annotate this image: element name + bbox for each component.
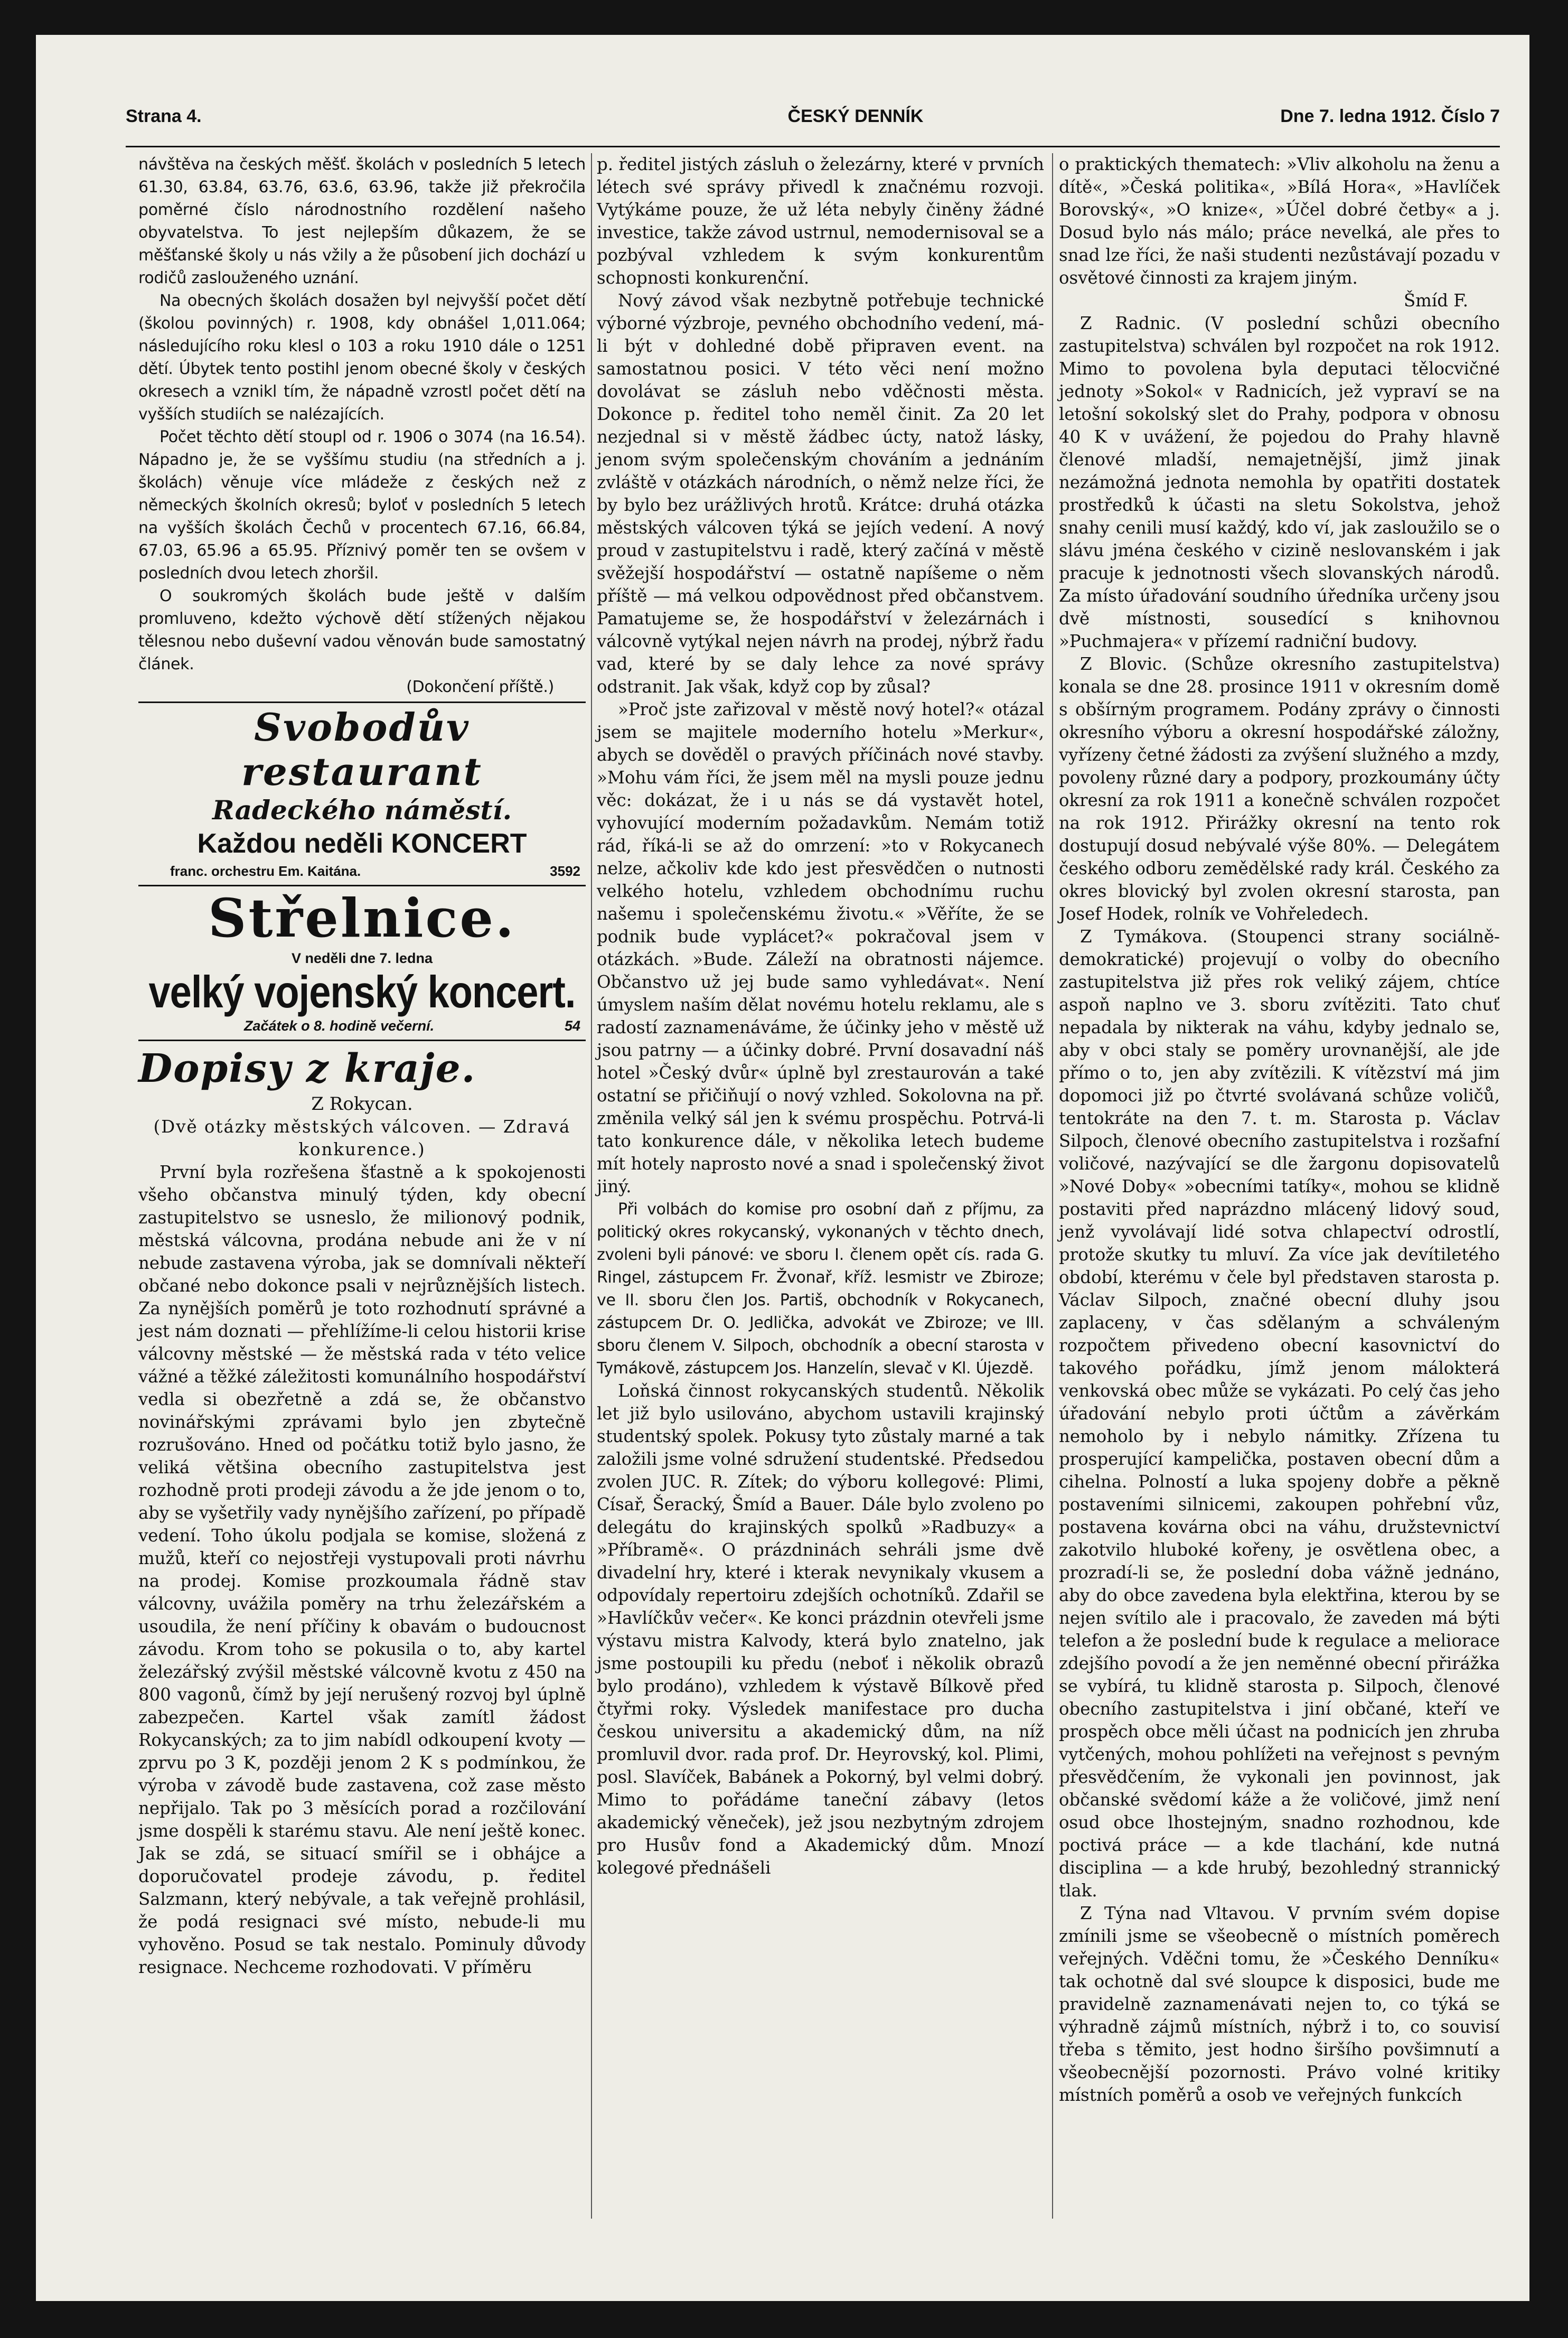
section-heading: Dopisy z kraje. <box>138 1040 586 1093</box>
article-paragraph: p. ředitel jistých zásluh o železárny, které v prvních létech své správy přivedl k značnému rozvoji. Vytýkáme pouze, že už léta nebyly činěny žádné investice, takže závod ustrnul, nemodernisoval se a pozbýval vzhledem k svým konkurentům schopnosti konkurenční. <box>597 154 1044 288</box>
ad-strelnice-concert: velký vojenský koncert. <box>148 966 576 1017</box>
article-paragraph: Z Blovic. (Schůze okresního zastupitelstva) konala se dne 28. prosince 1911 v okresním domě s obšírným programem. Podány zprávy o činnosti okresního výboru a okresní hospodářské záložny, vyřízeny četné žádosti za zvýšení služného a mzdy, povoleny různé dary a podpory, prozkoumány účty okresní za rok 1911 a konečně schválen rozpočet na rok 1912. Přirážky okresní na tento rok dostupují dosud nebývalé výše 80%. — Delegátem českého odboru zemědělské rady král. Českého za okres blovický byl zvolen okresní starosta, pan Josef Hodek, rolník ve Vohřeledech. <box>1059 654 1500 924</box>
column-divider <box>591 153 592 2219</box>
ad-restaurant-name: Svobodův restaurant <box>241 705 483 794</box>
continuation-note: (Dokončení příště.) <box>406 678 554 696</box>
ad-orchestra-line <box>138 861 586 882</box>
ad-restaurant-location: Radeckého náměstí. <box>212 794 512 826</box>
ad-strelnice-title: Střelnice. <box>208 887 516 949</box>
newspaper-title: ČESKÝ DENNÍK <box>787 106 924 126</box>
ad-number: 3592 <box>550 863 580 879</box>
article-paragraph: Z Týna nad Vltavou. V prvním svém dopise zmínili jsme se všeobecně o místních poměrech veřejných. Vděčni tomu, že »Českého Denníku« tak ochotně dal své sloupce k disposici, bude me pravidelně zaznamenávati nejen to, co týká se výhradně zájmů místních, nýbrž i to, co souvisí třeba s těmito, jest hodno širšího povšimnutí a všeobecnější pozornosti. Právo volné kritiky místních poměrů a osob ve veřejných funkcích <box>1059 1903 1500 2105</box>
article-signature: Šmíd F. <box>1403 291 1468 311</box>
article-paragraph: Z Tymákova. (Stoupenci strany sociálně-demokratické) projevují o volby do obecního zastupitelstva již přes rok veliký zájem, chtíce aspoň naplno ve 3. sboru zvítěziti. Tato chuť nepadala by nikterak na váhu, kdyby jednalo se, aby v obci staly se poměry urovnanější, ale jde přímo o to, jen aby zvítězili. K vítězství má jim dopomoci již po čtvrté svolávaná schůze voličů, tentokráte na den 7. t. m. Starosta p. Václav Silpoch, členové obecního zastupitelstva i rozšafní voličové, nazývající se dle žargonu dopisovatelů »Nové Doby« »obecními tatíky«, mohou se klidně postaviti před naprázdno mlácený lidový soud, jenž vyvolávají lidé sotva chlapectví odrostlí, protože skutky tu mluví. Za více jak devítiletého období, kterému v čele byl představen starosta p. Václav Silpoch, značné obecní dluhy jsou zaplaceny, v čas sdělaným a schváleným rozpočtem přivedeno obecní kasovnictví do takového pořádku, jímž jenom málokterá venkovská obec může se vykázati. Po celý čas jeho úřadování nebylo proti účtům a závěrkám nemoholo by i nebylo námitky. Zřízena tu prosperující kampelička, postaven obecní dům a cihelna. Polností a luka spojeny dobře a pěkně postaveními silnicemi, zakoupen pohřební vůz, postavena kovárna obci na váhu, družstevnictví zakotvilo hluboké kořeny, je osvětlena obec, a prozradí-li se, že poslední doba vážně jednáno, aby do obce zavedena byla elektřina, kterou by se nejen svítilo ale i pracovalo, že zaveden má býti telefon a že poslední bude k regulace a meliorace zdejšího povodí a že jen neměnné obecní přirážka se vybírá, tu klidně starosta p. Silpoch, členové obecního zastupitelstva i jiní občané, kteří ve prospěch obce měli účast na podnicích jen zhruba vytčených, mohou pohlížeti na veřejnost s pevným přesvědčením, že vykonali jen povinnost, jak občanské svědomí káže a že voličové, jimž není osud obce lhostejným, snadno rozhodnou, kde poctivá práce — a kde tlachání, kde nutná disciplina — a kde hrubý, bezohledný strannický tlak. <box>1059 927 1500 1901</box>
dispatch-subtitle: (Dvě otázky městských válcoven. — Zdravá konkurence.) <box>153 1117 571 1159</box>
header-rule <box>126 146 1500 147</box>
page-number: Strana 4. <box>126 106 202 126</box>
article-paragraph: »Proč jste zařizoval v městě nový hotel?« otázal jsem se majitele moderního hotelu »Merkur«, abych se dověděl o pravých příčinách nové stavby. »Mohu vám říci, že jsem měl na mysli pouze jednu věc: dokázat, že i u nás se dá vystavět hotel, vyhovující moderním požadavkům. Nemám totiž rád, říká-li se až do omrzení: »to v Rokycanech nelze, ačkoliv kde kdo jest přesvědčen o nutnosti velkého hotelu, vzhledem obchodnímu ruchu našemu i společenskému životu.« »Věříte, že se podnik bude vyplácet?« pokračoval jsem v otázkách. »Bude. Záleží na obratnosti nájemce. Občanstvo už jej bude samo vyhledávat«. Není úmyslem naším dělat novému hotelu reklamu, ale s radostí zaznamenáváme, že účinky jeho v městě už jsou patrny — a účinky dobré. První dosavadní náš hotel »Český dvůr« úplně byl zrestaurován a také ostatní se přičiňují o nový vzhled. Sokolovna na př. změnila velký sál jen k svému prospěchu. Potrvá-li tato konkurence dále, v několika letech budeme mít hotely naprosto nové a snad i společenský život jiný. <box>597 699 1044 1196</box>
ad-number: 54 <box>564 1018 580 1034</box>
article-paragraph: Z Radnic. (V poslední schůzi obecního zastupitelstva) schválen byl rozpočet na rok 1912. Mimo to povolena byla deputaci tělocvičné jednoty »Sokol« v Radnicích, jež vypraví se na letošní sokolský slet do Prahy, podpora v obnosu 40 K v uvážení, že pojedou do Prahy hlavně členové mladší, nemajetnější, jimž jinak nezámožná jednota nemohla by opatřiti dostatek prostředků k účasti na sletu Sokolstva, jehož snahy cenili musí každý, kdo ví, jak zasloužilo se o slávu jména českého v cizině neslovanském i jak pracuje k jednotnosti všech slovanských národů. Za místo úřadování soudního úředníka určeny jsou dvě místnosti, sousedící s knihovnou »Puchmajera« v přízemí radniční budovy. <box>1059 313 1500 651</box>
ad-strelnice-time: Začátek o 8. hodině večerní. <box>244 1018 435 1034</box>
article-paragraph: návštěva na českých měšť. školách v posledních 5 letech 61.30, 63.84, 63.76, 63.6, 63.96, takže již překročila poměrné číslo národnostního rozdělení našeho obyvatelstva. To jest nejlepším důkazem, že se měšťanské školy u nás vžily a že působení jich dochází u rodičů zaslouženého uznání. <box>138 155 586 287</box>
dispatch-town: Z Rokycan. <box>311 1093 413 1115</box>
advertisement-strelnice <box>138 885 586 1036</box>
article-paragraph: Při volbách do komise pro osobní daň z příjmu, za politický okres rokycanský, vykonaných v těchto dnech, zvoleni byli pánové: ve sboru I. členem opět cís. rada G. Ringel, zástupcem Fr. Žvonař, kříž. lesmistr ve Zbiroze; ve II. sboru člen Jos. Partiš, obchodník v Rokycanech, zástupcem Dr. O. Jedlička, advokát ve Zbiroze; ve III. sboru členem V. Silpoch, obchodník a obecní starosta v Tymákově, zástupcem Jos. Hanzelín, slevač v Kl. Újezdě. <box>597 1200 1044 1378</box>
column-3 <box>1059 153 1500 2107</box>
ad-concert-line: Každou neděli KONCERT <box>197 828 527 859</box>
article-paragraph: Na obecných školách dosažen byl nejvyšší počet dětí (školou povinných) r. 1908, kdy obnášel 1,011.064; následujícího roku klesl o 103 a roku 1910 dále o 1251 dětí. Úbytek tento postihl jenom obecné školy v českých okresech a vznikl tím, že nápadně vzrostl počet dětí na vyšších studiích se nalézajících. <box>138 292 586 424</box>
article-paragraph: O soukromých školách bude ještě v dalším promluveno, kdežto výchově dětí stížených nějakou tělesnou nebo duševní vadou věnován bude samostatný článek. <box>138 587 586 674</box>
advertisement-restaurant <box>138 702 586 882</box>
column-divider <box>1052 153 1053 2219</box>
article-paragraph: Loňská činnost rokycanských studentů. Několik let již bylo usilováno, abychom ustavili krajinský studentský spolek. Pokusy tyto zůstaly marné a tak založili jsme volné sdružení studentské. Předsedou zvolen JUC. R. Zítek; do výboru kollegové: Plimi, Císař, Šeracký, Šmíd a Bauer. Dále bylo zvoleno po delegátu do krajinských spolků »Radbuzy« a »Příbramě«. O prázdninách sehráli jsme dvě divadelní hry, které i kterak nevynikaly vkusem a odpovídaly repertoiru zdejších ochotníků. Zdařil se »Havlíčkův večer«. Ke konci prázdnin otevřeli jsme výstavu mistra Kalvody, která bylo znatelno, jak jsme postoupili ku předu (neboť i několik obrazů bylo prodáno), vzhledem k výstavě Bílkově před čtyřmi roky. Výsledek manifestace pro ducha českou universitu a akademický dům, na níž promluvil dvor. rada prof. Dr. Heyrovský, kol. Plimi, posl. Slavíček, Babánek a Pokorný, byl velmi dobrý. Mimo to pořádáme taneční zábavy (letos akademický věneček), jež jsou nezbytným zdrojem pro Husův fond a Akademický dům. Mnozí kolegové přednášeli <box>597 1381 1044 1878</box>
column-1 <box>138 153 586 1979</box>
column-2 <box>597 153 1044 1879</box>
article-paragraph: První byla rozřešena šťastně a k spokojenosti všeho občanstva minulý týden, kdy obecní zastupitelstvo se usneslo, že milionový podnik, městská válcovna, prodána nebude ani že v ní nebude zastavena výroba, jak se domnívali někteří občané nebo dokonce psali v nejrůznějších listech. Za nynějších poměrů je toto rozhodnutí správné a jest nám doznati — přehlížíme-li celou historii krise válcovny městské — že městská rada v této velice vážné a těžké záležitosti komunálního hospodářství vedla si obezřetně a zdá se, že občanstvo novinářskými zprávami bylo jen zbytečně rozrušováno. Hned od počátku totiž bylo jasno, že veliká většina obecního zastupitelstva jest rozhodně proti prodeji závodu a že jde jenom o to, aby se vyšetřily vady nynějšího zařízení, po případě vedení. Toho úkolu podjala se komise, složená z mužů, kteří co nejostřeji vystupovali proti návrhu na prodej. Komise prozkoumala řádně stav válcovny, uvážila poměry na trhu železářském a usoudila, že není příčiny k obavám o budoucnost závodu. Krom toho se pokusila o to, aby kartel železářský zvýšil městské válcovně kvotu z 450 na 800 vagonů, čímž by její nerušený rozvoj byl úplně zabezpečen. Kartel však zamítl žádost Rokycanských; za to jim nabídl odkoupení kvoty — zprvu po 3 K, později jenom 2 K s podmínkou, že výroba v závodě bude zastavena, což zase město nepřijalo. Tak po 3 měsících porad a rozčilování jsme dospěli k starému stavu. Ale není ještě konec. Jak se zdá, se situací smířil se i obhájce a doporučovatel prodeje závodu, p. ředitel Salzmann, který nebývale, a tak veřejně prohlásil, že podá resignaci své místo, nebude-li mu vyhověno. Posud se tak nestalo. Pominuly důvody resignace. Nechceme rozhodovati. V příměru <box>138 1162 586 1977</box>
ad-orchestra-text: franc. orchestru Em. Kaitána. <box>170 863 361 879</box>
article-paragraph: o praktických thematech: »Vliv alkoholu na ženu a dítě«, »Česká politika«, »Bílá Hora«, »Havlíček Borovský«, »O knize«, »Účel dobré četby« a j. Dosud bylo nás málo; práce nevelká, ale přes to snad lze říci, že naši studenti nezůstávají pozadu v osvětové činnosti za krajem jiným. <box>1059 154 1500 288</box>
issue-date: Dne 7. ledna 1912. Číslo 7 <box>1280 106 1500 126</box>
ad-strelnice-date: V neděli dne 7. ledna <box>291 950 433 966</box>
article-paragraph: Počet těchto dětí stoupl od r. 1906 o 3074 (na 16.54). Nápadno je, že se vyššímu studiu (na středních a j. školách) věnuje více mládeže z českých než z německých školních okresů; byloť v posledních 5 letech na vyšších školách Čechů v procentech 67.16, 66.84, 67.03, 65.96 a 65.95. Příznivý poměr ten se ovšem v posledních dvou letech zhoršil. <box>138 428 586 583</box>
article-paragraph: Nový závod však nezbytně potřebuje technické výborné výzbroje, pevného obchodního vedení, má-li být v dohledné době připraven event. na samostatnou posici. V této věci není možno dovolávat se zásluh nebo vděčnosti města. Dokonce p. ředitel toho neměl činit. Za 20 let nezjednal si v městě žádbec úcty, natož lásky, jenom svým společenským chováním a jednáním zvláště v otázkách národních, o němž nelze říci, že by bylo bez urážlivých hrotů. Krátce: druhá otázka městských válcoven týká se jejích vedení. A nový proud v zastupitelstvu i radě, který začíná v městě svěžejší hospodářství — ostatně napíšeme o něm příště — má velkou odpovědnost před občanstvem. Pamatujeme se, že hospodářství v železárnách i válcovně vytýkal nejen návrh na prodej, nýbrž řadu vad, které by se daly lehce za nové správy odstranit. Jak však, když cop by zůsal? <box>597 291 1044 697</box>
